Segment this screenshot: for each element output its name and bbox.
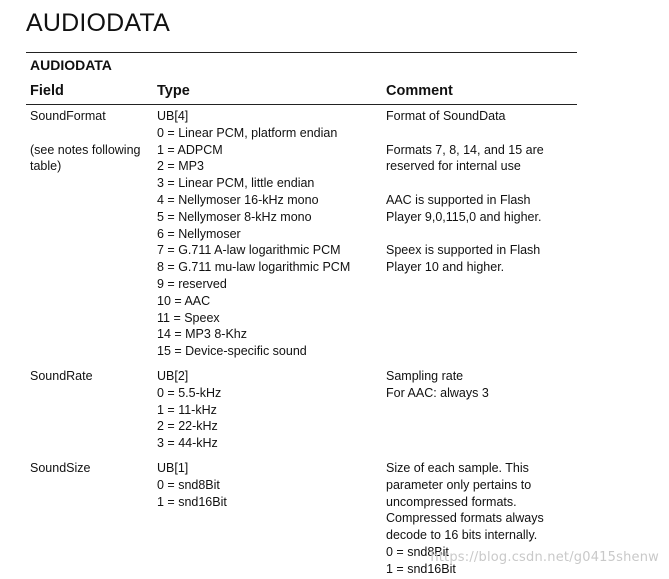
type-line: 1 = 11-kHz <box>157 402 217 417</box>
comment-cell <box>386 108 566 276</box>
type-line: 7 = G.711 A-law logarithmic PCM <box>157 243 341 258</box>
field-cell <box>30 460 155 477</box>
type-line: 4 = Nellymoser 16-kHz mono <box>157 192 319 207</box>
comment-line: uncompressed formats. <box>386 494 517 509</box>
field-cell <box>30 108 155 175</box>
type-line: 5 = Nellymoser 8-kHz mono <box>157 209 312 224</box>
column-header-comment: Comment <box>386 83 453 99</box>
comment-line: Format of SoundData <box>386 109 506 123</box>
type-line: 11 = Speex <box>157 310 220 325</box>
comment-line: 0 = snd8Bit <box>386 544 449 559</box>
watermark-text: https://blog.csdn.net/g0415shenw <box>430 550 659 565</box>
type-line: 3 = Linear PCM, little endian <box>157 176 315 191</box>
type-line: 6 = Nellymoser <box>157 226 241 241</box>
comment-line: Player 9,0,115,0 and higher. <box>386 209 542 224</box>
field-line: SoundFormat <box>30 109 106 123</box>
field-cell <box>30 368 155 385</box>
type-line: 2 = MP3 <box>157 159 204 174</box>
comment-line: Formats 7, 8, 14, and 15 are <box>386 142 544 157</box>
type-line: 15 = Device-specific sound <box>157 344 307 359</box>
type-line: 9 = reserved <box>157 276 227 291</box>
type-line: 3 = 44-kHz <box>157 436 218 451</box>
comment-line: Sampling rate <box>386 369 464 383</box>
type-line: 14 = MP3 8-Khz <box>157 327 247 342</box>
spacer <box>30 125 155 142</box>
page-heading: AUDIODATA <box>26 9 170 37</box>
comment-line: Speex is supported in Flash <box>386 243 541 258</box>
type-line: 0 = Linear PCM, platform endian <box>157 125 338 140</box>
type-line: 10 = AAC <box>157 293 211 308</box>
column-header-field: Field <box>30 83 64 99</box>
type-line: 0 = 5.5-kHz <box>157 385 222 400</box>
comment-line: AAC is supported in Flash <box>386 192 531 207</box>
table-title: AUDIODATA <box>30 57 112 73</box>
type-line: 1 = ADPCM <box>157 142 223 157</box>
type-line: 1 = snd16Bit <box>157 494 227 509</box>
comment-line: parameter only pertains to <box>386 477 532 492</box>
field-line: SoundSize <box>30 461 91 475</box>
type-line: UB[2] <box>157 369 189 383</box>
spacer <box>386 125 566 142</box>
type-line: 8 = G.711 mu-law logarithmic PCM <box>157 260 351 275</box>
comment-cell <box>386 368 566 402</box>
field-line: (see notes following <box>30 142 141 157</box>
header-divider <box>26 104 577 105</box>
type-cell <box>157 108 382 360</box>
type-cell <box>157 368 382 452</box>
type-cell <box>157 460 382 510</box>
heading-divider <box>26 52 577 53</box>
field-line: SoundRate <box>30 369 93 383</box>
comment-line: Size of each sample. This <box>386 461 529 475</box>
comment-line: Player 10 and higher. <box>386 260 505 275</box>
comment-line: Compressed formats always <box>386 511 544 526</box>
comment-line: decode to 16 bits internally. <box>386 528 538 543</box>
type-line: UB[4] <box>157 109 189 123</box>
comment-line: 1 = snd16Bit <box>386 561 456 576</box>
spacer <box>386 226 566 243</box>
comment-line: reserved for internal use <box>386 159 521 174</box>
type-line: 0 = snd8Bit <box>157 477 220 492</box>
column-header-type: Type <box>157 83 190 99</box>
type-line: 2 = 22-kHz <box>157 419 218 434</box>
comment-line: For AAC: always 3 <box>386 385 489 400</box>
field-line: table) <box>30 159 62 174</box>
type-line: UB[1] <box>157 461 189 475</box>
spacer <box>386 175 566 192</box>
